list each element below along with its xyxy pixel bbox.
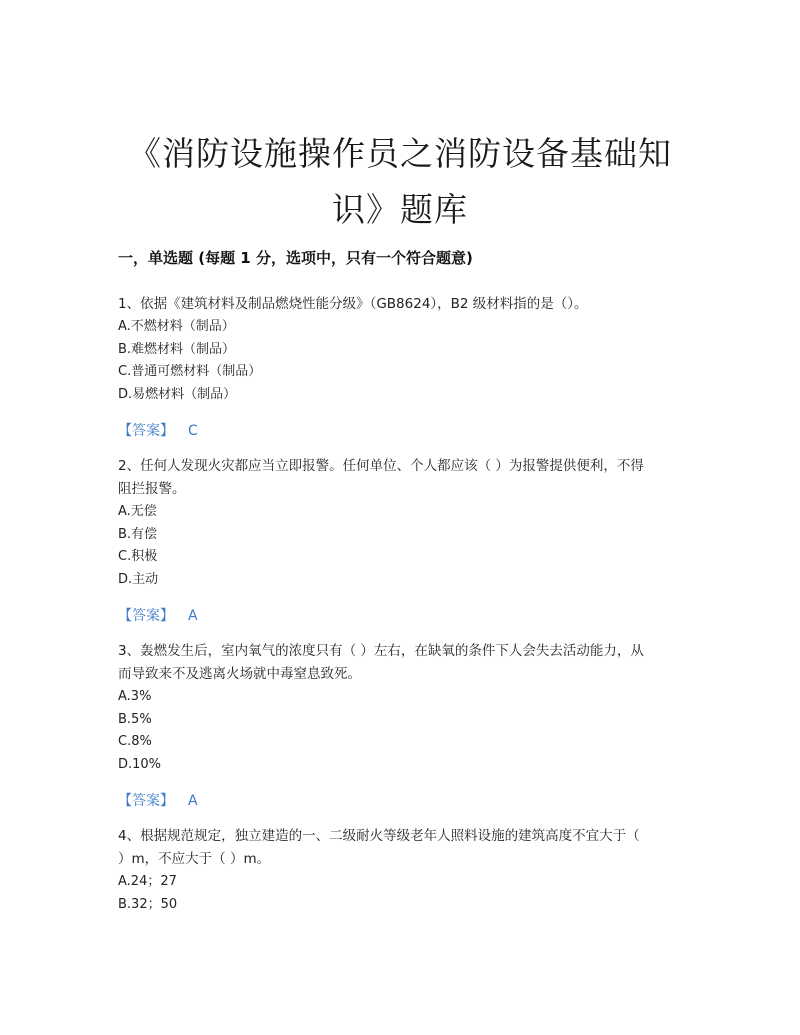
section-heading: 一，单选题 (每题 1 分，选项中，只有一个符合题意) <box>118 249 473 267</box>
question-2 <box>118 455 683 627</box>
question-1-answer <box>118 420 683 442</box>
question-4-text-line-1: 4、根据规范规定，独立建造的一、二级耐火等级老年人照料设施的建筑高度不宜大于（ <box>118 828 640 844</box>
answer-value: A <box>188 608 198 624</box>
answer-label: 【答案】 <box>118 793 174 809</box>
question-2-text-line-1: 2、任何人发现火灾都应当立即报警。任何单位、个人都应该（ ）为报警提供便利，不得 <box>118 458 644 474</box>
question-3-text-line-1: 3、轰燃发生后，室内氧气的浓度只有（ ）左右，在缺氧的条件下人会失去活动能力，从 <box>118 643 644 659</box>
question-3-option-d: D.10% <box>118 756 162 772</box>
question-4-option-a: A.24；27 <box>118 874 177 889</box>
question-1 <box>118 293 683 442</box>
question-3-option-a: A.3% <box>118 689 152 704</box>
document-title-line-1: 《消防设施操作员之消防设备基础知 <box>128 134 672 174</box>
question-2-option-d: D.主动 <box>118 571 159 587</box>
question-1-option-a: A.不燃材料（制品） <box>118 319 235 334</box>
question-4-option-b: B.32；50 <box>118 896 178 912</box>
question-4 <box>118 825 683 916</box>
answer-value: A <box>188 793 198 809</box>
answer-label: 【答案】 <box>118 608 174 624</box>
answer-label: 【答案】 <box>118 423 174 439</box>
answer-value: C <box>188 423 198 439</box>
question-1-option-c: C.普通可燃材料（制品） <box>118 364 262 379</box>
question-2-option-a: A.无偿 <box>118 504 157 519</box>
question-1-option-b: B.难燃材料（制品） <box>118 341 236 357</box>
question-2-option-c: C.积极 <box>118 549 158 564</box>
question-1-text: 1、依据《建筑材料及制品燃烧性能分级》（GB8624），B2 级材料指的是（）。 <box>118 296 588 312</box>
question-3 <box>118 640 683 812</box>
question-2-answer <box>118 605 683 627</box>
question-3-answer <box>118 790 683 812</box>
document-title-line-2: 识》题库 <box>332 190 468 230</box>
question-4-text-line-2: ）m，不应大于（ ）m。 <box>118 851 271 867</box>
question-3-option-c: C.8% <box>118 734 152 749</box>
question-3-text-line-2: 而导致来不及逃离火场就中毒窒息致死。 <box>118 666 361 682</box>
question-2-option-b: B.有偿 <box>118 526 158 542</box>
question-2-text-line-2: 阻拦报警。 <box>118 481 186 497</box>
question-3-option-b: B.5% <box>118 711 152 727</box>
question-1-option-d: D.易燃材料（制品） <box>118 386 237 402</box>
document-title <box>100 126 700 238</box>
